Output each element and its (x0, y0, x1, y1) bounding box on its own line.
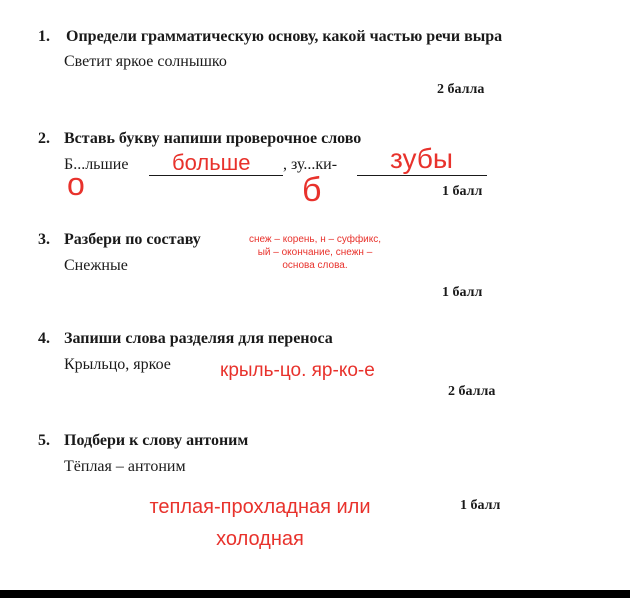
task-1-score: 2 балла (437, 82, 485, 97)
task-2-answer-word-2: зубы (390, 143, 453, 174)
task-3-score: 1 балл (442, 285, 483, 300)
task-3-text: Снежные (64, 257, 128, 274)
task-2-answer-letter-2: б (302, 171, 322, 209)
task-5-question: Подбери к слову антоним (64, 432, 249, 449)
task-2-score: 1 балл (442, 184, 483, 199)
bottom-border (0, 590, 630, 598)
task-4-score: 2 балла (448, 384, 496, 399)
task-4-text: Крыльцо, яркое (64, 356, 171, 373)
task-2-number: 2. (38, 130, 50, 147)
task-1-question: Определи грамматическую основу, какой частью речи выра (66, 28, 503, 45)
task-5-answer-line-1: теплая-прохладная или (149, 496, 371, 518)
task-5-number: 5. (38, 432, 50, 449)
task-1-number: 1. (38, 28, 50, 45)
task-2-question: Вставь букву напиши проверочное слово (64, 130, 362, 147)
task-4-question: Запиши слова разделяя для переноса (64, 330, 333, 347)
task-5-answer-line-2: холодная (216, 528, 304, 550)
task-5-text: Тёплая – антоним (64, 458, 186, 475)
task-3-number: 3. (38, 231, 50, 248)
task-2-text-2: , зу...ки- (283, 156, 338, 173)
task-5-score: 1 балл (460, 498, 501, 513)
task-2-answer-word-1: больше (172, 150, 251, 175)
task-3-answer: снеж – корень, н – суффикс, ый – окончание, снежн – основа слова. (248, 234, 382, 271)
task-2-answer-letter-1: о (67, 166, 85, 202)
task-1-text: Светит яркое солнышко (64, 53, 227, 70)
task-2-text-1: Б...льшие (64, 156, 129, 173)
task-4-number: 4. (38, 330, 50, 347)
task-3-question: Разбери по составу (64, 231, 201, 248)
task-4-answer: крыль-цо. яр-ко-е (220, 360, 375, 381)
